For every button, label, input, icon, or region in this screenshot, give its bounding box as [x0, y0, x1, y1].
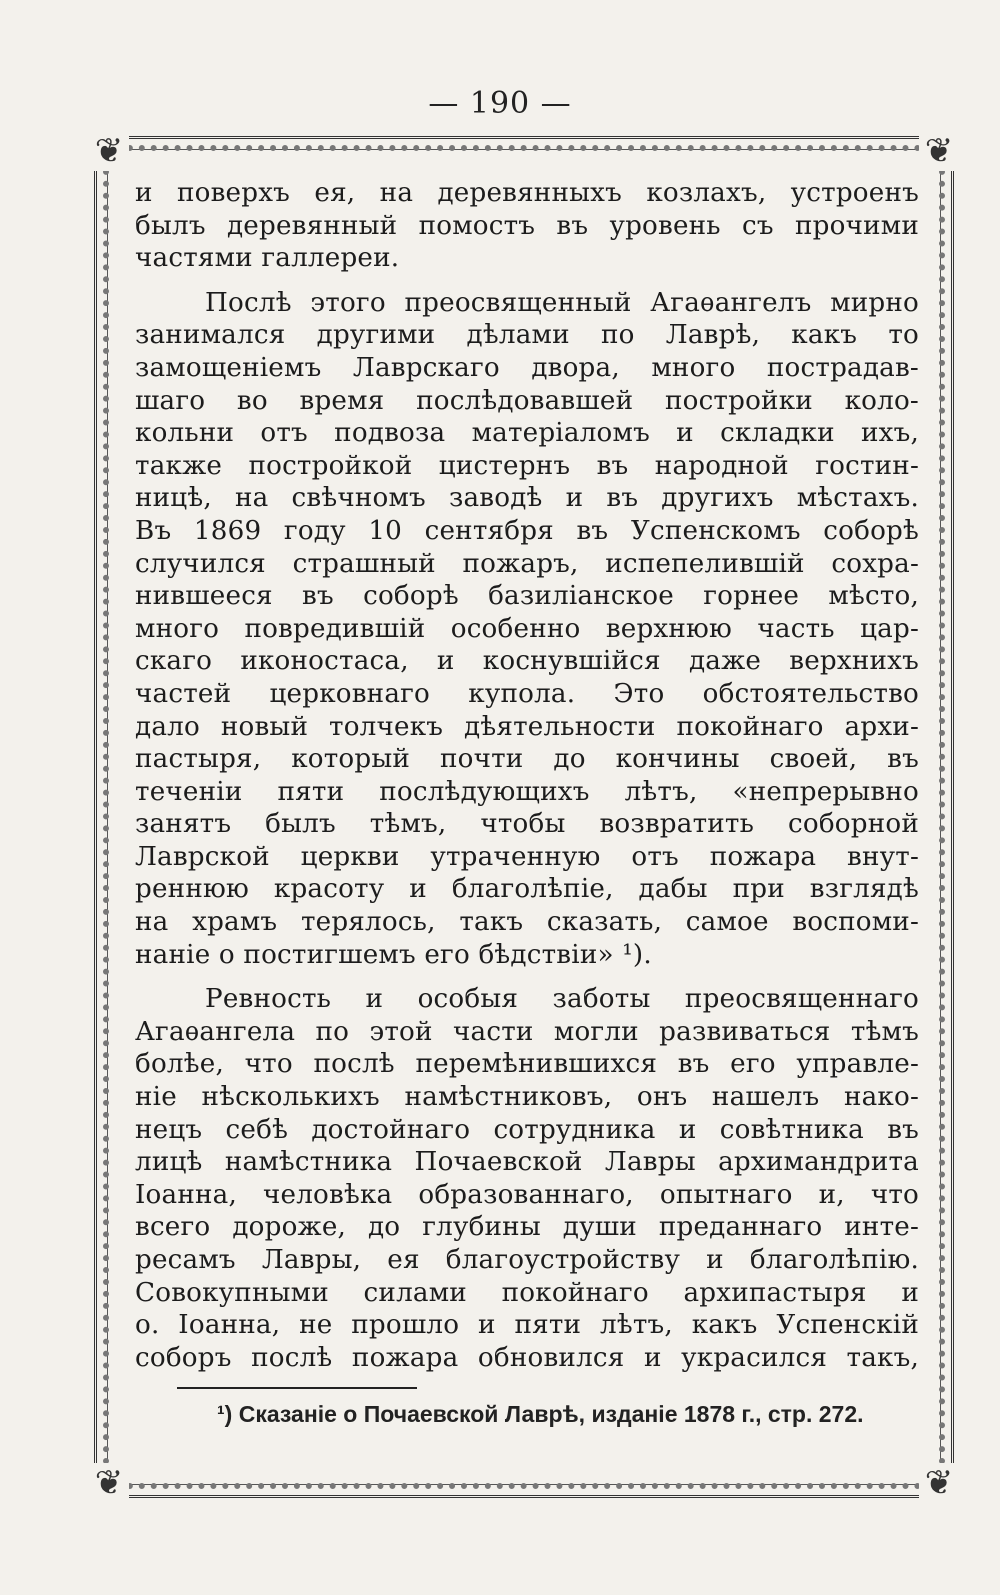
ornament-corner-icon: ❦ — [919, 131, 959, 171]
text-line: о. Іоанна, не прошло и пяти лѣтъ, какъ Успенскій — [135, 1310, 919, 1341]
ornament-corner-icon: ❦ — [919, 1463, 959, 1503]
text-line: частей церковнаго купола. Это обстоятельство — [135, 678, 919, 709]
text-line: соборъ послѣ пожара обновился и украсился такъ, — [135, 1342, 919, 1373]
text-line: частями галлереи. — [135, 243, 400, 274]
text-line: ницѣ, на свѣчномъ заводѣ и въ другихъ мѣстахъ. — [135, 483, 919, 514]
text-line: много повредившій особенно верхнюю часть цар- — [135, 613, 919, 644]
text-line: Агаѳангела по этой части могли развиваться тѣмъ — [135, 1016, 919, 1047]
text-line: нившееся въ соборѣ базиліанское горнее мѣсто, — [135, 581, 919, 612]
text-line: дало новый толчекъ дѣятельности покойнаго архи- — [135, 711, 919, 742]
text-line: Ревность и особыя заботы преосвященнаго — [205, 984, 919, 1015]
text-line: всего дороже, до глубины души преданнаго инте- — [135, 1212, 919, 1243]
text-line: ніе нѣсколькихъ намѣстниковъ, онъ нашелъ нако- — [135, 1082, 919, 1113]
text-line: Послѣ этого преосвященный Агаѳангелъ мирно — [205, 287, 919, 318]
text-line: былъ деревянный помостъ въ уровень съ прочими — [135, 210, 919, 241]
text-line: лицѣ намѣстника Почаевской Лавры архимандрита — [135, 1147, 919, 1178]
text-line: скаго иконостаса, и коснувшійся даже верхнихъ — [135, 646, 919, 677]
text-line: ресамъ Лавры, ея благоустройству и благолѣпію. — [135, 1245, 919, 1275]
footnote-divider — [177, 1387, 417, 1389]
text-line: занятъ былъ тѣмъ, чтобы возвратить соборной — [135, 809, 919, 840]
text-line: теченіи пяти послѣдующихъ лѣтъ, «непрерывно — [135, 776, 919, 807]
text-line: Іоанна, человѣка образованнаго, опытнаго и, что — [135, 1179, 919, 1210]
text-line: наніе о постигшемъ его бѣдствіи» ¹). — [135, 939, 652, 970]
text-line: занимался другими дѣлами по Лаврѣ, какъ то — [135, 320, 919, 351]
ornamental-frame — [94, 131, 954, 1503]
text-line: нецъ себѣ достойнаго сотрудника и совѣтника въ — [135, 1114, 919, 1145]
ornament-corner-icon: ❦ — [89, 131, 129, 171]
text-line: шаго во время послѣдовавшей постройки коло- — [135, 385, 919, 416]
text-line: реннюю красоту и благолѣпіе, дабы при взглядѣ — [135, 874, 919, 905]
text-line: Лаврской церкви утраченную отъ пожара внут- — [135, 841, 919, 872]
text-line: болѣе, что послѣ перемѣнившихся въ его управле- — [135, 1049, 919, 1080]
footnote: ¹) Сказаніе о Почаевской Лаврѣ, изданіе 1878 г., стр. 272. — [217, 1401, 864, 1427]
text-line: Совокупными силами покойнаго архипастыря и — [135, 1277, 919, 1308]
text-line: случился страшный пожаръ, испепелившій сохра- — [135, 548, 919, 579]
text-line: и поверхъ ея, на деревянныхъ козлахъ, устроенъ — [135, 178, 919, 208]
text-line: кольни отъ подвоза матеріаломъ и складки ихъ, — [135, 418, 919, 449]
body-text — [135, 177, 919, 1374]
text-line: Въ 1869 году 10 сентября въ Успенскомъ соборѣ — [135, 515, 919, 546]
ornament-corner-icon: ❦ — [89, 1463, 129, 1503]
text-line: пастыря, который почти до кончины своей, въ — [135, 744, 919, 775]
text-line: также постройкой цистернъ въ народной гостин- — [135, 450, 919, 481]
text-line: замощеніемъ Лаврскаго двора, много пострадав- — [135, 352, 919, 383]
page-number: — 190 — — [428, 86, 572, 121]
text-line: на храмъ терялось, такъ сказать, самое воспоми- — [135, 907, 919, 938]
